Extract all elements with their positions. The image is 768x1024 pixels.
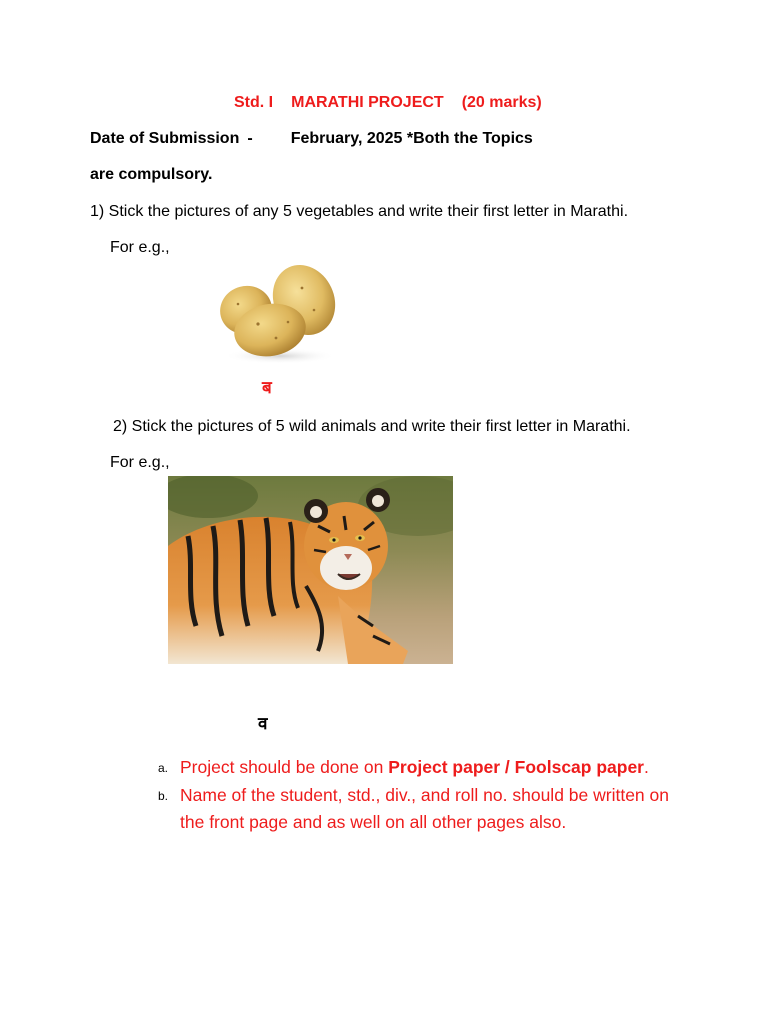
- question-2-example-letter: व: [258, 714, 268, 734]
- question-1-example-label: For e.g.,: [110, 239, 170, 256]
- submission-dash: -: [247, 130, 253, 147]
- title-marks: (20 marks): [461, 94, 542, 111]
- submission-label: Date of Submission: [90, 130, 240, 147]
- question-2-example-label: For e.g.,: [110, 454, 170, 471]
- title-std: Std. I: [234, 94, 274, 111]
- submission-line: [90, 130, 533, 148]
- potato-illustration: [214, 258, 342, 366]
- instruction-a-post: .: [644, 757, 649, 777]
- potato-image: [214, 258, 342, 366]
- instructions-list: [158, 754, 718, 836]
- instruction-a: [158, 754, 718, 781]
- instruction-b-text: Name of the student, std., div., and roll no. should be written on the front page and as well on all other pages also.: [180, 785, 669, 832]
- tiger-illustration: [168, 476, 453, 664]
- title-subject: MARATHI PROJECT: [291, 94, 444, 111]
- instruction-a-pre: Project should be done on: [180, 757, 389, 777]
- question-1-example-letter: ब: [262, 378, 272, 398]
- instruction-b-marker: b.: [158, 789, 169, 803]
- instruction-a-bold: Project paper / Foolscap paper: [388, 757, 644, 777]
- instruction-b: [158, 782, 680, 836]
- question-2: 2) Stick the pictures of 5 wild animals and write their first letter in Marathi.: [113, 418, 631, 435]
- page-title: [234, 94, 542, 112]
- question-1: 1) Stick the pictures of any 5 vegetables and write their first letter in Marathi.: [90, 203, 629, 220]
- submission-continuation: are compulsory.: [90, 166, 213, 183]
- tiger-image: [168, 476, 453, 664]
- instruction-a-marker: a.: [158, 761, 169, 775]
- submission-month: February, 2025 *Both the Topics: [290, 130, 533, 147]
